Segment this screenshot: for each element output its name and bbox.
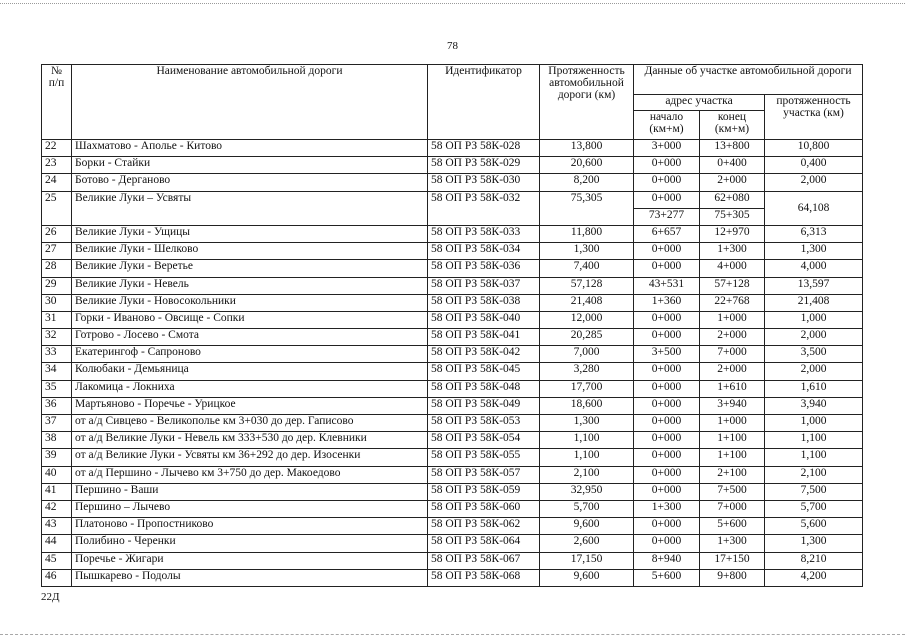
road-name: Готрово - Лосево - Смота	[72, 329, 428, 346]
row-number: 26	[42, 225, 72, 242]
section-start: 0+000	[634, 243, 700, 260]
road-length: 5,700	[540, 500, 634, 517]
section-length: 8,210	[765, 552, 863, 569]
section-end: 1+100	[700, 449, 765, 466]
row-number: 46	[42, 569, 72, 586]
section-start: 43+531	[634, 277, 700, 294]
section-length: 2,000	[765, 363, 863, 380]
section-start: 0+000	[634, 483, 700, 500]
section-end: 4+000	[700, 260, 765, 277]
road-identifier: 58 ОП РЗ 58К-059	[428, 483, 540, 500]
table-row	[42, 346, 863, 363]
road-name: Горки - Иваново - Овсище - Сопки	[72, 311, 428, 328]
section-start: 0+000	[634, 535, 700, 552]
section-length: 1,000	[765, 311, 863, 328]
section-length: 2,100	[765, 466, 863, 483]
row-number: 32	[42, 329, 72, 346]
row-number: 31	[42, 311, 72, 328]
section-end: 7+500	[700, 483, 765, 500]
section-length: 21,408	[765, 294, 863, 311]
section-start: 8+940	[634, 552, 700, 569]
section-end: 13+800	[700, 140, 765, 157]
road-identifier: 58 ОП РЗ 58К-054	[428, 432, 540, 449]
section-length: 1,100	[765, 449, 863, 466]
row-number: 23	[42, 157, 72, 174]
table-body	[42, 140, 863, 587]
road-identifier: 58 ОП РЗ 58К-029	[428, 157, 540, 174]
section-start: 0+000	[634, 311, 700, 328]
row-number: 40	[42, 466, 72, 483]
road-name: Ботово - Дерганово	[72, 174, 428, 191]
section-end: 1+610	[700, 380, 765, 397]
road-identifier: 58 ОП РЗ 58К-032	[428, 191, 540, 225]
road-length: 17,700	[540, 380, 634, 397]
header-start: начало (км+м)	[634, 111, 700, 140]
road-name: Великие Луки - Невель	[72, 277, 428, 294]
road-length: 9,600	[540, 518, 634, 535]
table-row	[42, 483, 863, 500]
section-start: 0+000	[634, 397, 700, 414]
road-length: 21,408	[540, 294, 634, 311]
road-name: от а/д Сивцево - Великополье км 3+030 до дер. Гаписово	[72, 415, 428, 432]
table-row	[42, 157, 863, 174]
section-length: 1,000	[765, 415, 863, 432]
road-name: Великие Луки - Ущицы	[72, 225, 428, 242]
road-name: Мартьяново - Поречье - Урицкое	[72, 397, 428, 414]
road-identifier: 58 ОП РЗ 58К-036	[428, 260, 540, 277]
section-start: 73+277	[634, 208, 700, 225]
road-length: 3,280	[540, 363, 634, 380]
road-identifier: 58 ОП РЗ 58К-055	[428, 449, 540, 466]
section-length: 64,108	[765, 191, 863, 225]
section-start: 0+000	[634, 380, 700, 397]
road-length: 1,300	[540, 415, 634, 432]
road-length: 8,200	[540, 174, 634, 191]
section-end: 2+100	[700, 466, 765, 483]
top-scan-edge	[0, 3, 905, 4]
road-identifier: 58 ОП РЗ 58К-028	[428, 140, 540, 157]
road-identifier: 58 ОП РЗ 58К-045	[428, 363, 540, 380]
section-start: 6+657	[634, 225, 700, 242]
row-number: 29	[42, 277, 72, 294]
header-number: № п/п	[42, 65, 72, 140]
section-start: 1+360	[634, 294, 700, 311]
section-end: 12+970	[700, 225, 765, 242]
road-identifier: 58 ОП РЗ 58К-057	[428, 466, 540, 483]
section-start: 0+000	[634, 449, 700, 466]
section-length: 10,800	[765, 140, 863, 157]
row-number: 27	[42, 243, 72, 260]
table-row	[42, 140, 863, 157]
table-row	[42, 535, 863, 552]
row-number: 30	[42, 294, 72, 311]
row-number: 36	[42, 397, 72, 414]
section-length: 1,100	[765, 432, 863, 449]
section-start: 0+000	[634, 415, 700, 432]
row-number: 24	[42, 174, 72, 191]
section-start: 3+000	[634, 140, 700, 157]
road-identifier: 58 ОП РЗ 58К-038	[428, 294, 540, 311]
section-end: 17+150	[700, 552, 765, 569]
road-length: 20,600	[540, 157, 634, 174]
section-length: 4,000	[765, 260, 863, 277]
roads-table	[41, 64, 863, 587]
table-row	[42, 466, 863, 483]
section-length: 2,000	[765, 329, 863, 346]
header-identifier: Идентификатор	[428, 65, 540, 140]
road-length: 20,285	[540, 329, 634, 346]
section-end: 0+400	[700, 157, 765, 174]
road-name: Екатерингоф - Сапроново	[72, 346, 428, 363]
section-start: 0+000	[634, 432, 700, 449]
row-number: 33	[42, 346, 72, 363]
road-name: Платоново - Пропостниково	[72, 518, 428, 535]
road-name: Лакомица - Локниха	[72, 380, 428, 397]
road-identifier: 58 ОП РЗ 58К-033	[428, 225, 540, 242]
section-end: 1+300	[700, 243, 765, 260]
section-end: 1+000	[700, 415, 765, 432]
road-name: Пышкарево - Подолы	[72, 569, 428, 586]
section-end: 3+940	[700, 397, 765, 414]
header-section-address: адрес участка	[634, 95, 765, 111]
table-row	[42, 569, 863, 586]
section-length: 2,000	[765, 174, 863, 191]
road-name: Борки - Стайки	[72, 157, 428, 174]
road-length: 32,950	[540, 483, 634, 500]
section-length: 13,597	[765, 277, 863, 294]
road-length: 57,128	[540, 277, 634, 294]
table-row	[42, 415, 863, 432]
section-length: 5,600	[765, 518, 863, 535]
road-name: Першино – Лычево	[72, 500, 428, 517]
table-row	[42, 243, 863, 260]
road-length: 9,600	[540, 569, 634, 586]
road-length: 1,100	[540, 449, 634, 466]
road-length: 7,000	[540, 346, 634, 363]
road-identifier: 58 ОП РЗ 58К-040	[428, 311, 540, 328]
row-number: 43	[42, 518, 72, 535]
row-number: 34	[42, 363, 72, 380]
road-name: Великие Луки - Новосокольники	[72, 294, 428, 311]
road-name: Поречье - Жигари	[72, 552, 428, 569]
row-number: 22	[42, 140, 72, 157]
road-identifier: 58 ОП РЗ 58К-062	[428, 518, 540, 535]
header-road-length: Протяженность автомобильной дороги (км)	[540, 65, 634, 140]
row-number: 39	[42, 449, 72, 466]
road-name: от а/д Великие Луки - Усвяты км 36+292 до дер. Изосенки	[72, 449, 428, 466]
section-end: 75+305	[700, 208, 765, 225]
section-start: 0+000	[634, 466, 700, 483]
section-start: 5+600	[634, 569, 700, 586]
section-start: 0+000	[634, 518, 700, 535]
road-length: 1,300	[540, 243, 634, 260]
table-row	[42, 432, 863, 449]
road-length: 18,600	[540, 397, 634, 414]
section-length: 1,300	[765, 535, 863, 552]
table-row	[42, 380, 863, 397]
section-length: 4,200	[765, 569, 863, 586]
row-number: 42	[42, 500, 72, 517]
road-identifier: 58 ОП РЗ 58К-053	[428, 415, 540, 432]
section-end: 7+000	[700, 346, 765, 363]
road-length: 17,150	[540, 552, 634, 569]
section-start: 0+000	[634, 174, 700, 191]
road-name: от а/д Першино - Лычево км 3+750 до дер. Макоедово	[72, 466, 428, 483]
table-row	[42, 518, 863, 535]
section-start: 0+000	[634, 157, 700, 174]
road-identifier: 58 ОП РЗ 58К-068	[428, 569, 540, 586]
road-name: Колюбаки - Демьяница	[72, 363, 428, 380]
row-number: 25	[42, 191, 72, 225]
road-name: от а/д Великие Луки - Невель км 333+530 до дер. Клевники	[72, 432, 428, 449]
header-section-data: Данные об участке автомобильной дороги	[634, 65, 863, 95]
header-road-name: Наименование автомобильной дороги	[72, 65, 428, 140]
section-end: 1+300	[700, 535, 765, 552]
road-name: Полибино - Черенки	[72, 535, 428, 552]
section-start: 0+000	[634, 260, 700, 277]
table-row	[42, 449, 863, 466]
section-end: 7+000	[700, 500, 765, 517]
section-length: 1,610	[765, 380, 863, 397]
table-row	[42, 329, 863, 346]
table-row	[42, 260, 863, 277]
road-name: Великие Луки - Шелково	[72, 243, 428, 260]
header-end: конец (км+м)	[700, 111, 765, 140]
section-length: 3,940	[765, 397, 863, 414]
section-length: 7,500	[765, 483, 863, 500]
header-section-length: протяженность участка (км)	[765, 95, 863, 140]
road-name: Великие Луки - Веретье	[72, 260, 428, 277]
road-identifier: 58 ОП РЗ 58К-064	[428, 535, 540, 552]
table-header	[42, 65, 863, 140]
section-end: 2+000	[700, 329, 765, 346]
section-end: 62+080	[700, 191, 765, 208]
road-length: 12,000	[540, 311, 634, 328]
section-start: 0+000	[634, 191, 700, 208]
section-end: 1+000	[700, 311, 765, 328]
section-start: 3+500	[634, 346, 700, 363]
road-identifier: 58 ОП РЗ 58К-041	[428, 329, 540, 346]
table-row	[42, 191, 863, 208]
road-identifier: 58 ОП РЗ 58К-048	[428, 380, 540, 397]
section-length: 3,500	[765, 346, 863, 363]
row-number: 45	[42, 552, 72, 569]
section-end: 57+128	[700, 277, 765, 294]
road-identifier: 58 ОП РЗ 58К-049	[428, 397, 540, 414]
row-number: 35	[42, 380, 72, 397]
road-length: 1,100	[540, 432, 634, 449]
road-identifier: 58 ОП РЗ 58К-030	[428, 174, 540, 191]
road-length: 11,800	[540, 225, 634, 242]
road-length: 2,100	[540, 466, 634, 483]
table-row	[42, 500, 863, 517]
road-name: Першино - Ваши	[72, 483, 428, 500]
document-code: 22Д	[41, 591, 60, 603]
table-row	[42, 397, 863, 414]
table-row	[42, 225, 863, 242]
section-end: 1+100	[700, 432, 765, 449]
table-row	[42, 174, 863, 191]
road-identifier: 58 ОП РЗ 58К-034	[428, 243, 540, 260]
road-length: 7,400	[540, 260, 634, 277]
section-length: 1,300	[765, 243, 863, 260]
section-length: 5,700	[765, 500, 863, 517]
section-end: 2+000	[700, 174, 765, 191]
section-end: 9+800	[700, 569, 765, 586]
road-length: 13,800	[540, 140, 634, 157]
section-end: 22+768	[700, 294, 765, 311]
row-number: 41	[42, 483, 72, 500]
road-name: Великие Луки – Усвяты	[72, 191, 428, 225]
section-length: 0,400	[765, 157, 863, 174]
section-start: 0+000	[634, 329, 700, 346]
page-number: 78	[447, 40, 458, 52]
row-number: 44	[42, 535, 72, 552]
table-row	[42, 311, 863, 328]
table-row	[42, 552, 863, 569]
section-end: 2+000	[700, 363, 765, 380]
table-row	[42, 363, 863, 380]
road-identifier: 58 ОП РЗ 58К-067	[428, 552, 540, 569]
road-name: Шахматово - Аполье - Китово	[72, 140, 428, 157]
table-row	[42, 277, 863, 294]
road-identifier: 58 ОП РЗ 58К-060	[428, 500, 540, 517]
table-row	[42, 294, 863, 311]
section-end: 5+600	[700, 518, 765, 535]
section-start: 1+300	[634, 500, 700, 517]
road-identifier: 58 ОП РЗ 58К-037	[428, 277, 540, 294]
road-identifier: 58 ОП РЗ 58К-042	[428, 346, 540, 363]
section-length: 6,313	[765, 225, 863, 242]
bottom-scan-edge	[0, 634, 905, 635]
row-number: 38	[42, 432, 72, 449]
section-start: 0+000	[634, 363, 700, 380]
road-length: 75,305	[540, 191, 634, 225]
row-number: 37	[42, 415, 72, 432]
row-number: 28	[42, 260, 72, 277]
road-length: 2,600	[540, 535, 634, 552]
